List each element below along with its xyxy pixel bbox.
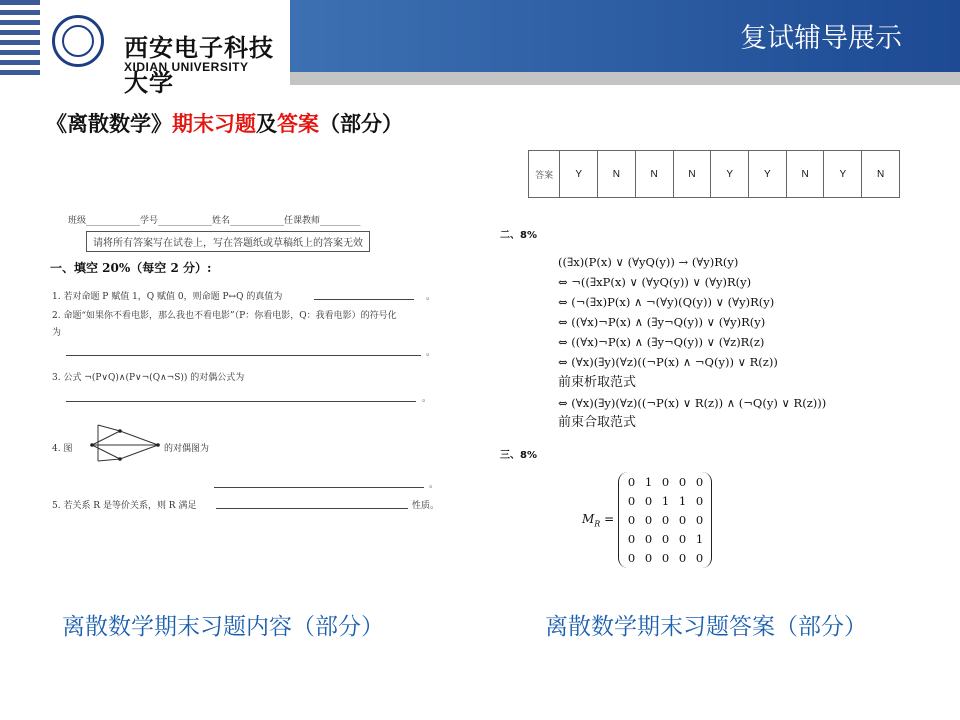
exam-dot-2: 。 [426,348,436,358]
answer-cell: N [786,151,824,198]
matrix-cell: 0 [661,531,670,546]
matrix-cell: 0 [627,474,636,489]
headline-and: 及 [256,112,277,136]
exam-question-5b: 性质。 [412,501,440,511]
answer-cell: Y [560,151,598,198]
proof-line: ⇔ ((∀x)¬P(x) ∧ (∃y¬Q(y)) ∨ (∀z)R(z) [558,335,765,350]
matrix-cell: 1 [695,531,704,546]
university-seal-icon [52,15,104,67]
matrix-cell: 0 [661,550,670,565]
answer-cell: N [598,151,636,198]
proof-line-conj: ⇔ (∀x)(∃y)(∀z)((¬P(x) ∨ R(z)) ∧ (¬Q(y) ∨ R(z))) [558,395,827,410]
matrix-cell: 0 [678,474,687,489]
proof-line: ⇔ ¬((∃xP(x) ∨ (∀yQ(y)) ∨ (∀y)R(y) [558,275,752,290]
headline [46,108,403,138]
answer-section-3: 三、8% [500,450,537,461]
matrix-cell: 0 [661,474,670,489]
exam-question-2: 2. 命题“如果你不看电影，那么我也不看电影”（P：你看电影，Q：我看电影）的符号化 [52,311,397,321]
slide-title: 复试辅导展示 [740,23,902,54]
matrix-cell: 0 [695,550,704,565]
matrix-cell: 0 [644,531,653,546]
prenex-conjunctive-label: 前束合取范式 [558,414,637,430]
answer-scan [500,150,900,570]
exam-question-1: 1. 若对命题 P 赋值 1，Q 赋值 0，则命题 P↔Q 的真值为 [52,292,283,302]
answer-table-label: 答案 [529,151,560,198]
graph-figure [90,423,160,467]
matrix-cell: 0 [661,512,670,527]
matrix-cell: 0 [695,474,704,489]
matrix-cell: 1 [661,493,670,508]
proof-line: ⇔ (∀x)(∃y)(∀z)((¬P(x) ∧ ¬Q(y)) ∨ R(z)) [558,355,778,370]
title-bar [290,0,960,72]
prenex-disjunctive-label: 前束析取范式 [558,374,637,390]
university-name-en: XIDIAN UNIVERSITY [124,60,249,74]
exam-dot-3: 。 [422,394,432,404]
exam-notice: 请将所有答案写在试卷上，写在答题纸或草稿纸上的答案无效 [86,231,370,252]
answer-cell: Y [824,151,862,198]
matrix-cell: 1 [678,493,687,508]
proof-line: ⇔ (¬(∃x)P(x) ∧ ¬(∀y)(Q(y)) ∨ (∀y)R(y) [558,295,775,310]
answer-cell: N [862,151,900,198]
exam-question-5: 5. 若关系 R 是等价关系，则 R 满足 [52,501,197,511]
exam-question-2b: 为 [52,328,62,338]
answer-section-2: 二、8% [500,230,537,241]
answer-cell: N [635,151,673,198]
matrix-cell: 0 [644,512,653,527]
caption-right: 离散数学期末习题答案（部分） [545,614,867,640]
matrix-cell: 1 [644,474,653,489]
headline-answer: 答案 [277,112,319,136]
exam-scan [46,205,446,525]
matrix-cell: 0 [627,512,636,527]
matrix-cell: 0 [695,493,704,508]
title-subbar [290,72,960,85]
answer-cell: N [673,151,711,198]
header-stripes [0,0,40,85]
headline-part: （部分） [319,112,403,136]
proof-line: ((∃x)(P(x) ∨ (∀yQ(y)) → (∀y)R(y) [558,255,739,269]
answer-table [528,150,900,198]
matrix-cell: 0 [627,531,636,546]
answer-cell: Y [749,151,787,198]
matrix-cell: 0 [644,493,653,508]
headline-book: 《离散数学》 [46,112,172,136]
university-name-cn: 西安电子科技大学 [124,33,274,97]
exam-section-title: 一、填空 20%（每空 2 分）: [50,261,212,275]
matrix-cell: 0 [678,531,687,546]
headline-exam: 期末习题 [172,112,256,136]
exam-dot-4: 。 [429,480,439,490]
proof-line: ⇔ ((∀x)¬P(x) ∧ (∃y¬Q(y)) ∨ (∀y)R(y) [558,315,766,330]
university-logo [40,0,290,97]
answer-cell: Y [711,151,749,198]
exam-dot-1: 。 [426,292,436,302]
caption-left: 离散数学期末习题内容（部分） [62,614,384,640]
matrix-cell: 0 [678,512,687,527]
matrix-cell: 0 [644,550,653,565]
matrix-cell: 0 [678,550,687,565]
relation-matrix [618,472,712,568]
answer-proof [558,252,826,433]
matrix-label: $M_R$ = [582,512,615,529]
exam-question-4: 4. 图 [52,444,73,454]
exam-info-line: 班级____________学号____________姓名____________任课教师_________ [68,216,361,226]
exam-question-3: 3. 公式 ¬(P∨Q)∧(P∨¬(Q∧¬S)) 的对偶公式为 [52,373,245,383]
matrix-cell: 0 [627,493,636,508]
matrix-cell: 0 [695,512,704,527]
exam-question-4b: 的对偶图为 [164,444,210,454]
matrix-cell: 0 [627,550,636,565]
